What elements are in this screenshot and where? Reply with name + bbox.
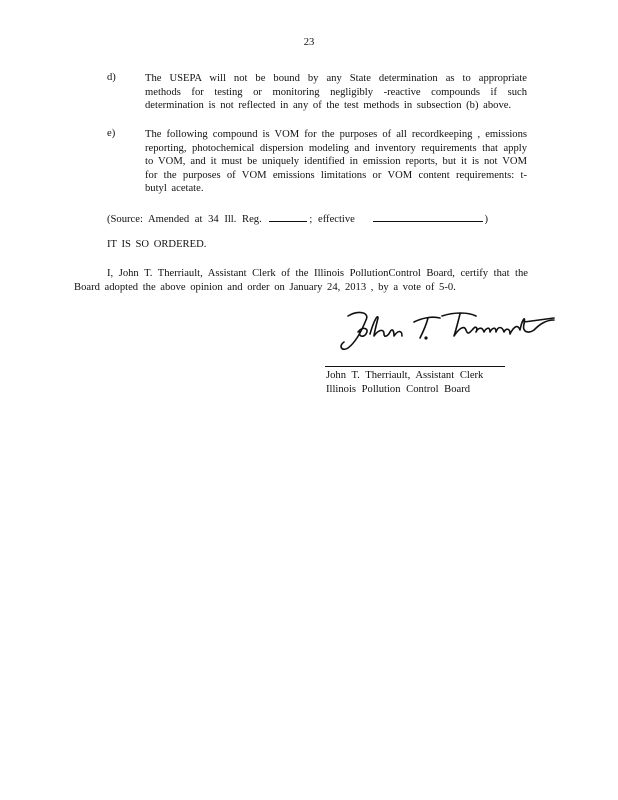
subsection-e-text: The following compound is VOM for the purposes of all recordkeeping , emissions reporting, photochemical dispersion modeling and inventory requirements that apply to VOM, and it must be uniquely identified in emission reports, but it is not VOM for the purposes of VOM emissions limitations or VOM content requirements: t-butyl acetate. xyxy=(145,129,527,195)
signature-image xyxy=(318,302,568,362)
subsection-e xyxy=(107,128,527,196)
signature-line xyxy=(325,366,505,367)
signer-block xyxy=(326,369,483,396)
subsection-d-text: The USEPA will not be bound by any State determination as to appropriate methods for testing or monitoring negligibly -reactive compounds if such determination is not reflected in any of the test methods in subsection (b) above. xyxy=(145,73,527,112)
subsection-e-letter: e) xyxy=(107,128,116,139)
source-suffix: ) xyxy=(484,214,489,225)
page-number: 23 xyxy=(303,37,315,48)
certification-text: I, John T. Therriault, Assistant Clerk of the Illinois PollutionControl Board, certify that the Board adopted the above opinion and order on January 24, 2013 , by a vote of 5-0. xyxy=(74,268,528,293)
subsection-d-letter: d) xyxy=(107,72,116,83)
certification-paragraph xyxy=(74,267,528,295)
reg-blank-line xyxy=(269,211,307,222)
source-note xyxy=(107,211,488,225)
source-prefix: (Source: Amended at 34 Ill. Reg. xyxy=(107,214,262,225)
source-separator: ; xyxy=(309,214,313,225)
subsection-d xyxy=(107,72,527,113)
signer-organization: Illinois Pollution Control Board xyxy=(326,383,471,395)
effective-blank-line xyxy=(373,211,483,222)
source-effective: effective xyxy=(318,214,355,225)
signer-name: John T. Therriault, Assistant Clerk xyxy=(326,370,484,381)
order-statement: IT IS SO ORDERED. xyxy=(107,239,207,250)
